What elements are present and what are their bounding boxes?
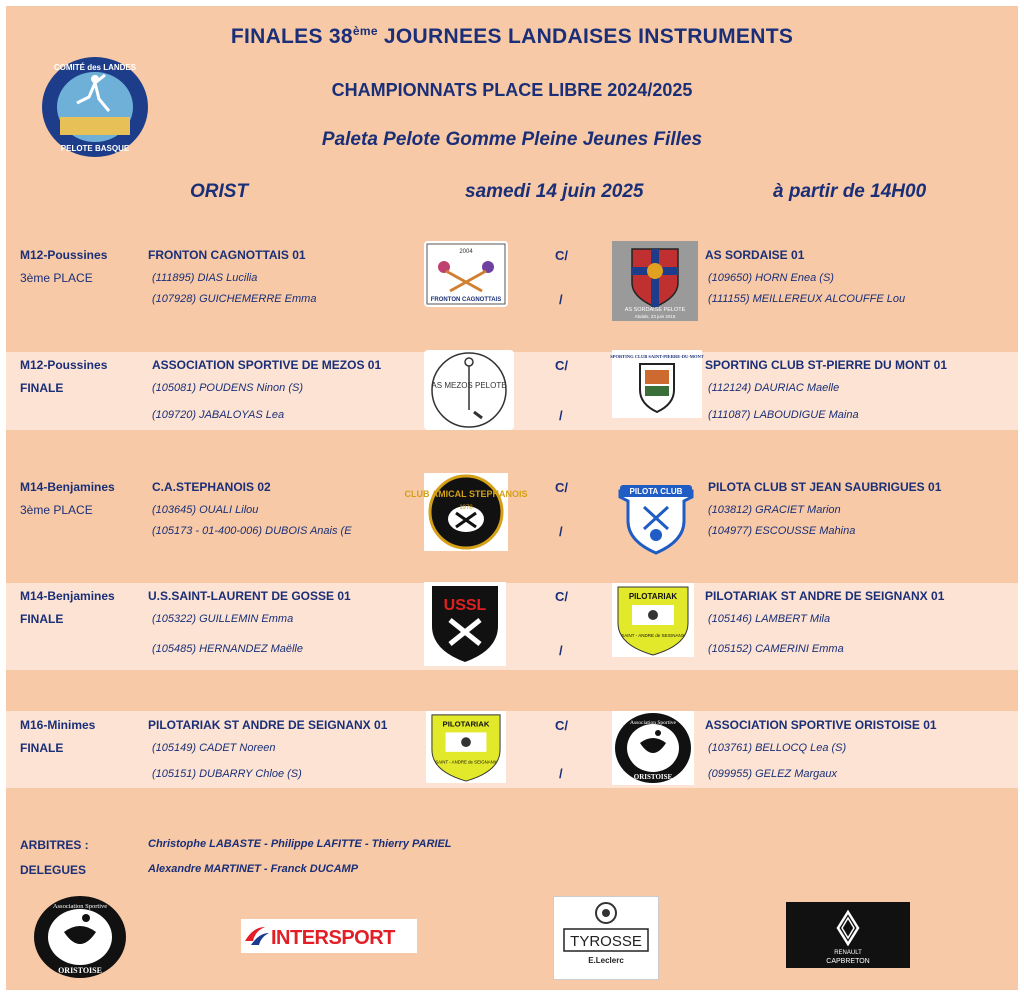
team2-player: (111087) LABOUDIGUE Maina [708, 409, 859, 421]
oristoise-logo-bottom: ORISTOISE [633, 773, 673, 781]
team1-player: (105173 - 01-400-006) DUBOIS Anais (E [152, 525, 352, 537]
stephanois-logo-year: 1978 [459, 505, 473, 511]
versus-label: C/ [555, 358, 568, 373]
sponsor-tyrosse-logo [553, 896, 659, 980]
sponsor-intersport-logo [241, 919, 417, 953]
team1-player: (107928) GUICHEMERRE Emma [152, 293, 317, 305]
pilotariak-logo-sub: SAINT - ANDRE de SEIGNANX [621, 633, 685, 638]
team1-player: (109720) JABALOYAS Lea [152, 409, 285, 421]
match-category: M12-Poussines [20, 358, 108, 372]
slash-label: / [559, 766, 563, 781]
comite-logo-top-text: COMITÉ des LANDES [53, 63, 137, 72]
team1-player: (105485) HERNANDEZ Maëlle [152, 643, 303, 655]
sponsor-renault-logo [786, 902, 910, 968]
versus-label: C/ [555, 589, 568, 604]
delegues-label: DELEGUES [20, 863, 87, 877]
match-stage: 3ème PLACE [20, 503, 93, 517]
pilotariak-logo-text: PILOTARIAK [628, 592, 678, 601]
arbitres-label: ARBITRES : [20, 838, 89, 852]
match-stage: FINALE [20, 741, 64, 755]
team1-player: (103645) OUALI Lilou [152, 504, 259, 516]
versus-label: C/ [555, 718, 568, 733]
team2-player: (109650) HORN Enea (S) [708, 272, 834, 284]
event-title: FINALES 38ème JOURNEES LANDAISES INSTRUMENTS [230, 24, 794, 48]
comite-landes-logo [40, 55, 150, 159]
sporting-logo-text: SPORTING CLUB SAINT-PIERRE-DU-MONT [610, 354, 704, 359]
event-location: ORIST [190, 181, 249, 202]
sordaise-logo-date: Abdals, 23 juin 2018 [634, 314, 676, 319]
pilotariak-logo-sub: SAINT - ANDRE de SEIGNANX [435, 759, 497, 765]
delegues-names: Alexandre MARTINET - Franck DUCAMP [148, 863, 359, 875]
team1-player: (105322) GUILLEMIN Emma [152, 613, 294, 625]
as-sordaise-logo [612, 241, 698, 321]
arbitres-names: Christophe LABASTE - Philippe LAFITTE - Thierry PARIEL [148, 838, 452, 850]
team1-player: (111895) DIAS Lucilia [152, 272, 258, 284]
slash-label: / [559, 408, 563, 423]
pilota-club-logo [614, 477, 698, 557]
mezos-logo-text: AS MEZOS PELOTE [431, 381, 507, 390]
ussl-logo [424, 582, 506, 666]
team2-name: AS SORDAISE 01 [705, 248, 805, 262]
renault-text: RENAULT [834, 950, 862, 956]
discipline-title: Paleta Pelote Gomme Pleine Jeunes Filles [321, 129, 703, 150]
sporting-club-st-pierre-logo [612, 350, 702, 418]
pilota-logo-text: PILOTA CLUB [629, 487, 683, 496]
team1-name: U.S.SAINT-LAURENT DE GOSSE 01 [148, 589, 351, 603]
oristoise-logo-top: Association Sportive [630, 720, 676, 726]
team1-name: FRONTON CAGNOTTAIS 01 [148, 248, 306, 262]
team1-name: C.A.STEPHANOIS 02 [152, 480, 271, 494]
sponsor-oristoise-logo [32, 894, 128, 980]
team2-player: (104977) ESCOUSSE Mahina [708, 525, 856, 537]
versus-label: C/ [555, 480, 568, 495]
slash-label: / [559, 524, 563, 539]
match-category: M14-Benjamines [20, 480, 115, 494]
team1-name: ASSOCIATION SPORTIVE DE MEZOS 01 [152, 358, 382, 372]
championship-title: CHAMPIONNATS PLACE LIBRE 2024/2025 [331, 80, 693, 100]
team1-player: (105081) POUDENS Ninon (S) [152, 382, 304, 394]
sordaise-logo-text: AS SORDAISE PELOTE [624, 307, 686, 313]
team2-name: SPORTING CLUB ST-PIERRE DU MONT 01 [705, 358, 948, 372]
tyrosse-sub: E.Leclerc [588, 956, 624, 965]
event-time: à partir de 14H00 [773, 181, 927, 202]
club-amical-stephanois-logo [404, 473, 528, 551]
pilotariak-logo [426, 711, 506, 783]
team2-player: (103812) GRACIET Marion [708, 504, 841, 516]
fronton-logo-text: FRONTON CAGNOTTAIS [430, 297, 502, 303]
team2-name: PILOTARIAK ST ANDRE DE SEIGNANX 01 [705, 589, 945, 603]
team1-player: (105151) DUBARRY Chloe (S) [152, 768, 302, 780]
sponsor-oristoise-bottom: ORISTOISE [58, 966, 102, 975]
ussl-logo-text: USSL [443, 597, 487, 614]
team1-name: PILOTARIAK ST ANDRE DE SEIGNANX 01 [148, 718, 388, 732]
team2-player: (099955) GELEZ Margaux [708, 768, 838, 780]
team1-player: (105149) CADET Noreen [152, 742, 276, 754]
match-category: M12-Poussines [20, 248, 108, 262]
renault-sub: CAPBRETON [826, 958, 870, 965]
fronton-logo-year: 2004 [459, 249, 473, 255]
team2-player: (111155) MEILLEREUX ALCOUFFE Lou [708, 293, 906, 305]
intersport-text: INTERSPORT [271, 927, 395, 949]
tyrosse-text: TYROSSE [570, 933, 642, 950]
match-stage: FINALE [20, 381, 64, 395]
match-category: M14-Benjamines [20, 589, 115, 603]
team2-player: (105146) LAMBERT Mila [708, 613, 831, 625]
pilotariak-logo [612, 583, 694, 657]
team2-player: (105152) CAMERINI Emma [708, 643, 844, 655]
as-mezos-logo [424, 350, 514, 430]
team2-player: (103761) BELLOCQ Lea (S) [708, 742, 847, 754]
match-stage: FINALE [20, 612, 64, 626]
sponsor-oristoise-top: Association Sportive [52, 903, 108, 910]
as-oristoise-logo [612, 711, 694, 785]
team2-name: PILOTA CLUB ST JEAN SAUBRIGUES 01 [708, 480, 942, 494]
match-stage: 3ème PLACE [20, 271, 93, 285]
event-date: samedi 14 juin 2025 [465, 181, 644, 202]
stephanois-logo-text: CLUB AMICAL STEPHANOIS [404, 489, 528, 499]
team2-name: ASSOCIATION SPORTIVE ORISTOISE 01 [705, 718, 937, 732]
slash-label: / [559, 292, 563, 307]
team2-player: (112124) DAURIAC Maelle [708, 382, 840, 394]
fronton-cagnottais-logo [424, 241, 508, 307]
match-category: M16-Minimes [20, 718, 96, 732]
comite-logo-bottom-text: PELOTE BASQUE [60, 144, 130, 153]
versus-label: C/ [555, 248, 568, 263]
slash-label: / [559, 643, 563, 658]
pilotariak-logo-text: PILOTARIAK [442, 719, 490, 729]
